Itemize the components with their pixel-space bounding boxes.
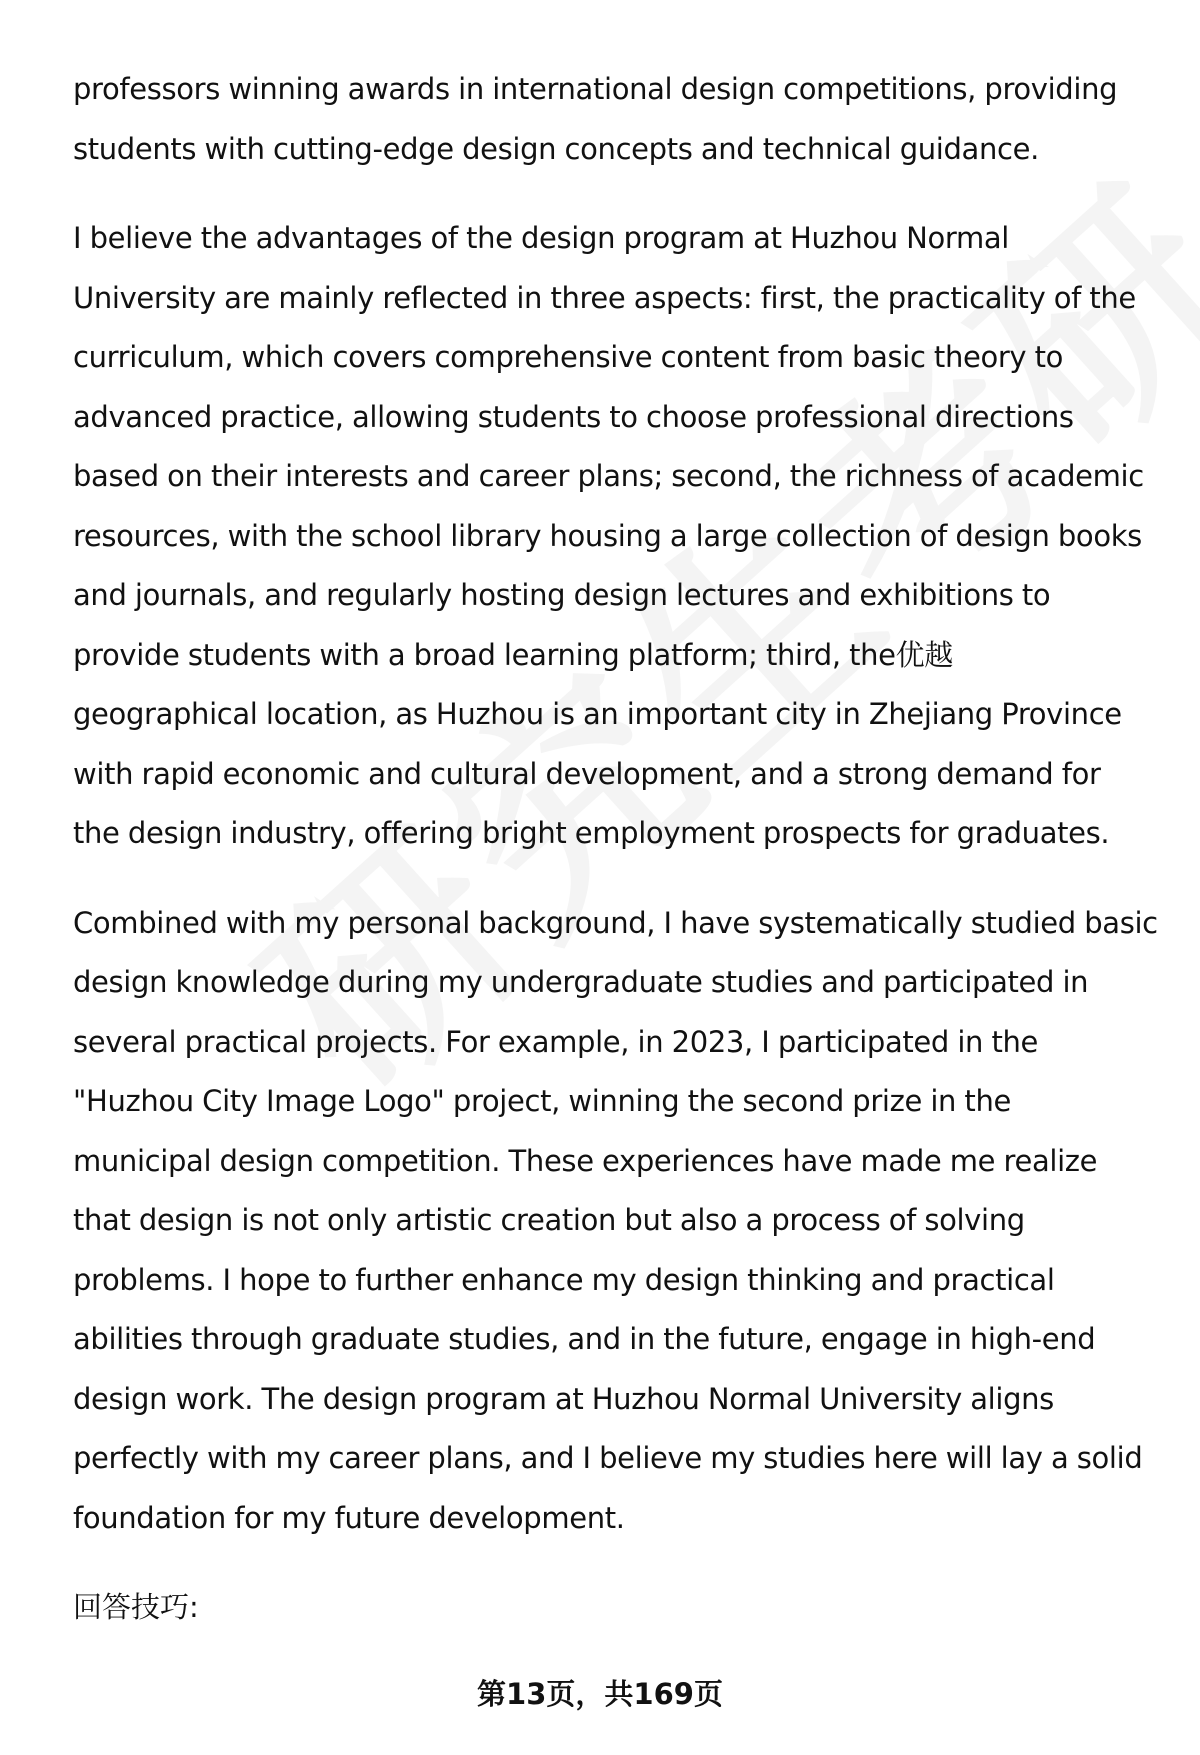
text-line: I believe the advantages of the design program at Huzhou Normal [73, 221, 1009, 255]
text-line: foundation for my future development. [73, 1500, 625, 1535]
text-line: geographical location, as Huzhou is an important city in Zhejiang Province [73, 697, 1122, 731]
document-page [73, 60, 1163, 1638]
text-line: abilities through graduate studies, and in the future, engage in high-end [73, 1322, 1096, 1356]
text-line: University are mainly reflected in three aspects: first, the practicality of the [73, 280, 1136, 315]
text-line: advanced practice, allowing students to choose professional directions [73, 399, 1074, 434]
paragraph-3 [73, 894, 1163, 1549]
text-line: provide students with a broad learning platform; third, the优越 [73, 637, 953, 672]
paragraph-2 [73, 209, 1163, 864]
text-line: Combined with my personal background, I have systematically studied basic [73, 905, 1158, 940]
text-line: municipal design competition. These experiences have made me realize [73, 1143, 1098, 1178]
text-line: the design industry, offering bright employment prospects for graduates. [73, 816, 1110, 850]
text-line: design knowledge during my undergraduate studies and participated in [73, 965, 1089, 999]
paragraph-1 [73, 60, 1163, 179]
text-line: "Huzhou City Image Logo" project, winning the second prize in the [73, 1084, 1011, 1118]
page-number-footer: 第13页，共169页 [477, 1677, 723, 1711]
text-line: based on their interests and career plans; second, the richness of academic [73, 459, 1144, 493]
text-line: professors winning awards in international design competitions, providing [73, 72, 1118, 106]
text-line: design work. The design program at Huzhou Normal University aligns [73, 1381, 1054, 1416]
text-line: that design is not only artistic creation but also a process of solving [73, 1203, 1025, 1237]
text-line: perfectly with my career plans, and I believe my studies here will lay a solid [73, 1441, 1143, 1475]
answer-tips-heading: 回答技巧: [73, 1590, 199, 1624]
text-line: resources, with the school library housing a large collection of design books [73, 518, 1142, 553]
text-line: with rapid economic and cultural development, and a strong demand for [73, 756, 1101, 791]
text-line: problems. I hope to further enhance my design thinking and practical [73, 1262, 1055, 1297]
text-line: curriculum, which covers comprehensive content from basic theory to [73, 340, 1064, 374]
text-line: students with cutting-edge design concepts and technical guidance. [73, 131, 1039, 166]
text-line: and journals, and regularly hosting design lectures and exhibitions to [73, 578, 1051, 612]
text-line: several practical projects. For example, in 2023, I participated in the [73, 1024, 1038, 1059]
